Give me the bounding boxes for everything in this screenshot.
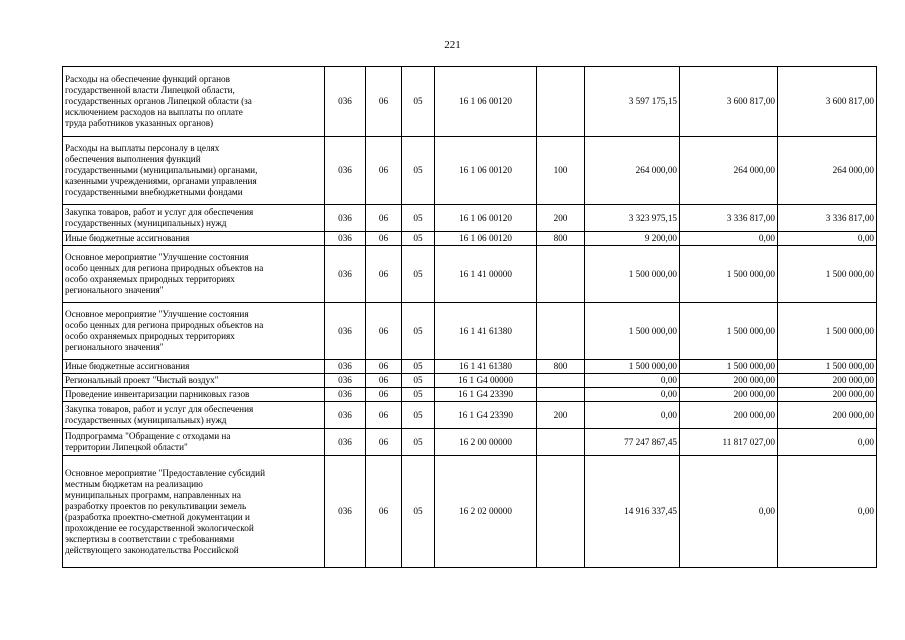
admin-code: 036 xyxy=(325,232,366,246)
table-row xyxy=(63,388,877,402)
subsection-code: 05 xyxy=(402,402,435,429)
section-code: 06 xyxy=(366,67,402,137)
amount-3: 200 000,00 xyxy=(778,388,877,402)
subsection-code: 05 xyxy=(402,303,435,360)
row-description: Подпрограмма "Обращение с отходами на территории Липецкой области" xyxy=(63,429,325,456)
amount-3: 200 000,00 xyxy=(778,374,877,388)
amount-2: 1 500 000,00 xyxy=(680,303,778,360)
table-row xyxy=(63,429,877,456)
amount-2: 11 817 027,00 xyxy=(680,429,778,456)
admin-code: 036 xyxy=(325,67,366,137)
row-description: Расходы на выплаты персоналу в целях обеспечения выполнения функций государственными (муниципальными) органами, казенными учреждениями, органами управления государственными внебюджетными фондами xyxy=(63,137,325,205)
admin-code: 036 xyxy=(325,137,366,205)
target-article: 16 1 41 61380 xyxy=(435,303,537,360)
admin-code: 036 xyxy=(325,374,366,388)
amount-1: 264 000,00 xyxy=(585,137,680,205)
admin-code: 036 xyxy=(325,429,366,456)
table-row xyxy=(63,374,877,388)
expense-type: 800 xyxy=(537,360,585,374)
table-row xyxy=(63,456,877,568)
target-article: 16 1 06 00120 xyxy=(435,67,537,137)
expense-type xyxy=(537,374,585,388)
amount-2: 0,00 xyxy=(680,232,778,246)
subsection-code: 05 xyxy=(402,388,435,402)
row-description: Иные бюджетные ассигнования xyxy=(63,232,325,246)
amount-3: 0,00 xyxy=(778,232,877,246)
expense-type: 200 xyxy=(537,402,585,429)
section-code: 06 xyxy=(366,137,402,205)
row-description: Основное мероприятие "Предоставление субсидий местным бюджетам на реализацию муниципальных программ, направленных на разработку проектов по рекультивации земель (разработка проектно-сметной документации и прохождение ее государственной экологической экспертизы в соответствии с требованиями действующего законодательства Российской xyxy=(63,456,325,568)
row-description: Региональный проект "Чистый воздух" xyxy=(63,374,325,388)
expense-type xyxy=(537,303,585,360)
section-code: 06 xyxy=(366,374,402,388)
target-article: 16 1 41 61380 xyxy=(435,360,537,374)
amount-3: 3 600 817,00 xyxy=(778,67,877,137)
subsection-code: 05 xyxy=(402,456,435,568)
row-description: Основное мероприятие "Улучшение состояния особо ценных для региона природных объектов на особо охраняемых природных территориях регионального значения" xyxy=(63,303,325,360)
row-description: Иные бюджетные ассигнования xyxy=(63,360,325,374)
section-code: 06 xyxy=(366,205,402,232)
amount-1: 1 500 000,00 xyxy=(585,303,680,360)
section-code: 06 xyxy=(366,388,402,402)
admin-code: 036 xyxy=(325,360,366,374)
section-code: 06 xyxy=(366,456,402,568)
amount-1: 3 323 975,15 xyxy=(585,205,680,232)
target-article: 16 1 06 00120 xyxy=(435,232,537,246)
row-description: Закупка товаров, работ и услуг для обеспечения государственных (муниципальных) нужд xyxy=(63,402,325,429)
admin-code: 036 xyxy=(325,388,366,402)
expense-type: 800 xyxy=(537,232,585,246)
amount-2: 3 336 817,00 xyxy=(680,205,778,232)
target-article: 16 1 G4 23390 xyxy=(435,388,537,402)
amount-1: 14 916 337,45 xyxy=(585,456,680,568)
expense-type xyxy=(537,67,585,137)
admin-code: 036 xyxy=(325,456,366,568)
table-row xyxy=(63,67,877,137)
section-code: 06 xyxy=(366,246,402,303)
amount-2: 200 000,00 xyxy=(680,374,778,388)
section-code: 06 xyxy=(366,303,402,360)
row-description: Расходы на обеспечение функций органов государственной власти Липецкой области, государственных органов Липецкой области (за исключением расходов на выплаты по оплате труда работников указанных органов) xyxy=(63,67,325,137)
table-row xyxy=(63,232,877,246)
expense-type xyxy=(537,456,585,568)
amount-1: 0,00 xyxy=(585,402,680,429)
subsection-code: 05 xyxy=(402,360,435,374)
budget-table xyxy=(62,66,877,568)
expense-type xyxy=(537,429,585,456)
target-article: 16 1 G4 23390 xyxy=(435,402,537,429)
amount-3: 1 500 000,00 xyxy=(778,360,877,374)
subsection-code: 05 xyxy=(402,232,435,246)
row-description: Основное мероприятие "Улучшение состояния особо ценных для региона природных объектов на особо охраняемых природных территориях регионального значения" xyxy=(63,246,325,303)
amount-2: 264 000,00 xyxy=(680,137,778,205)
target-article: 16 1 G4 00000 xyxy=(435,374,537,388)
table-row xyxy=(63,246,877,303)
target-article: 16 1 41 00000 xyxy=(435,246,537,303)
table-row xyxy=(63,402,877,429)
amount-1: 3 597 175,15 xyxy=(585,67,680,137)
table-row xyxy=(63,205,877,232)
amount-3: 1 500 000,00 xyxy=(778,303,877,360)
page-number: 221 xyxy=(444,39,461,51)
table-row xyxy=(63,303,877,360)
amount-2: 1 500 000,00 xyxy=(680,360,778,374)
amount-2: 0,00 xyxy=(680,456,778,568)
amount-2: 3 600 817,00 xyxy=(680,67,778,137)
amount-1: 1 500 000,00 xyxy=(585,360,680,374)
amount-2: 200 000,00 xyxy=(680,388,778,402)
amount-1: 0,00 xyxy=(585,374,680,388)
section-code: 06 xyxy=(366,360,402,374)
row-description: Проведение инвентаризации парниковых газов xyxy=(63,388,325,402)
row-description: Закупка товаров, работ и услуг для обеспечения государственных (муниципальных) нужд xyxy=(63,205,325,232)
amount-3: 264 000,00 xyxy=(778,137,877,205)
amount-3: 1 500 000,00 xyxy=(778,246,877,303)
expense-type xyxy=(537,246,585,303)
amount-1: 77 247 867,45 xyxy=(585,429,680,456)
amount-1: 0,00 xyxy=(585,388,680,402)
expense-type: 100 xyxy=(537,137,585,205)
section-code: 06 xyxy=(366,429,402,456)
amount-1: 1 500 000,00 xyxy=(585,246,680,303)
table-row xyxy=(63,137,877,205)
expense-type: 200 xyxy=(537,205,585,232)
section-code: 06 xyxy=(366,402,402,429)
amount-1: 9 200,00 xyxy=(585,232,680,246)
amount-2: 1 500 000,00 xyxy=(680,246,778,303)
target-article: 16 2 00 00000 xyxy=(435,429,537,456)
amount-3: 0,00 xyxy=(778,429,877,456)
target-article: 16 1 06 00120 xyxy=(435,137,537,205)
admin-code: 036 xyxy=(325,205,366,232)
target-article: 16 2 02 00000 xyxy=(435,456,537,568)
subsection-code: 05 xyxy=(402,205,435,232)
admin-code: 036 xyxy=(325,246,366,303)
subsection-code: 05 xyxy=(402,429,435,456)
amount-3: 0,00 xyxy=(778,456,877,568)
amount-2: 200 000,00 xyxy=(680,402,778,429)
target-article: 16 1 06 00120 xyxy=(435,205,537,232)
amount-3: 3 336 817,00 xyxy=(778,205,877,232)
table-row xyxy=(63,360,877,374)
subsection-code: 05 xyxy=(402,137,435,205)
subsection-code: 05 xyxy=(402,67,435,137)
expense-type xyxy=(537,388,585,402)
amount-3: 200 000,00 xyxy=(778,402,877,429)
subsection-code: 05 xyxy=(402,246,435,303)
admin-code: 036 xyxy=(325,402,366,429)
subsection-code: 05 xyxy=(402,374,435,388)
section-code: 06 xyxy=(366,232,402,246)
admin-code: 036 xyxy=(325,303,366,360)
